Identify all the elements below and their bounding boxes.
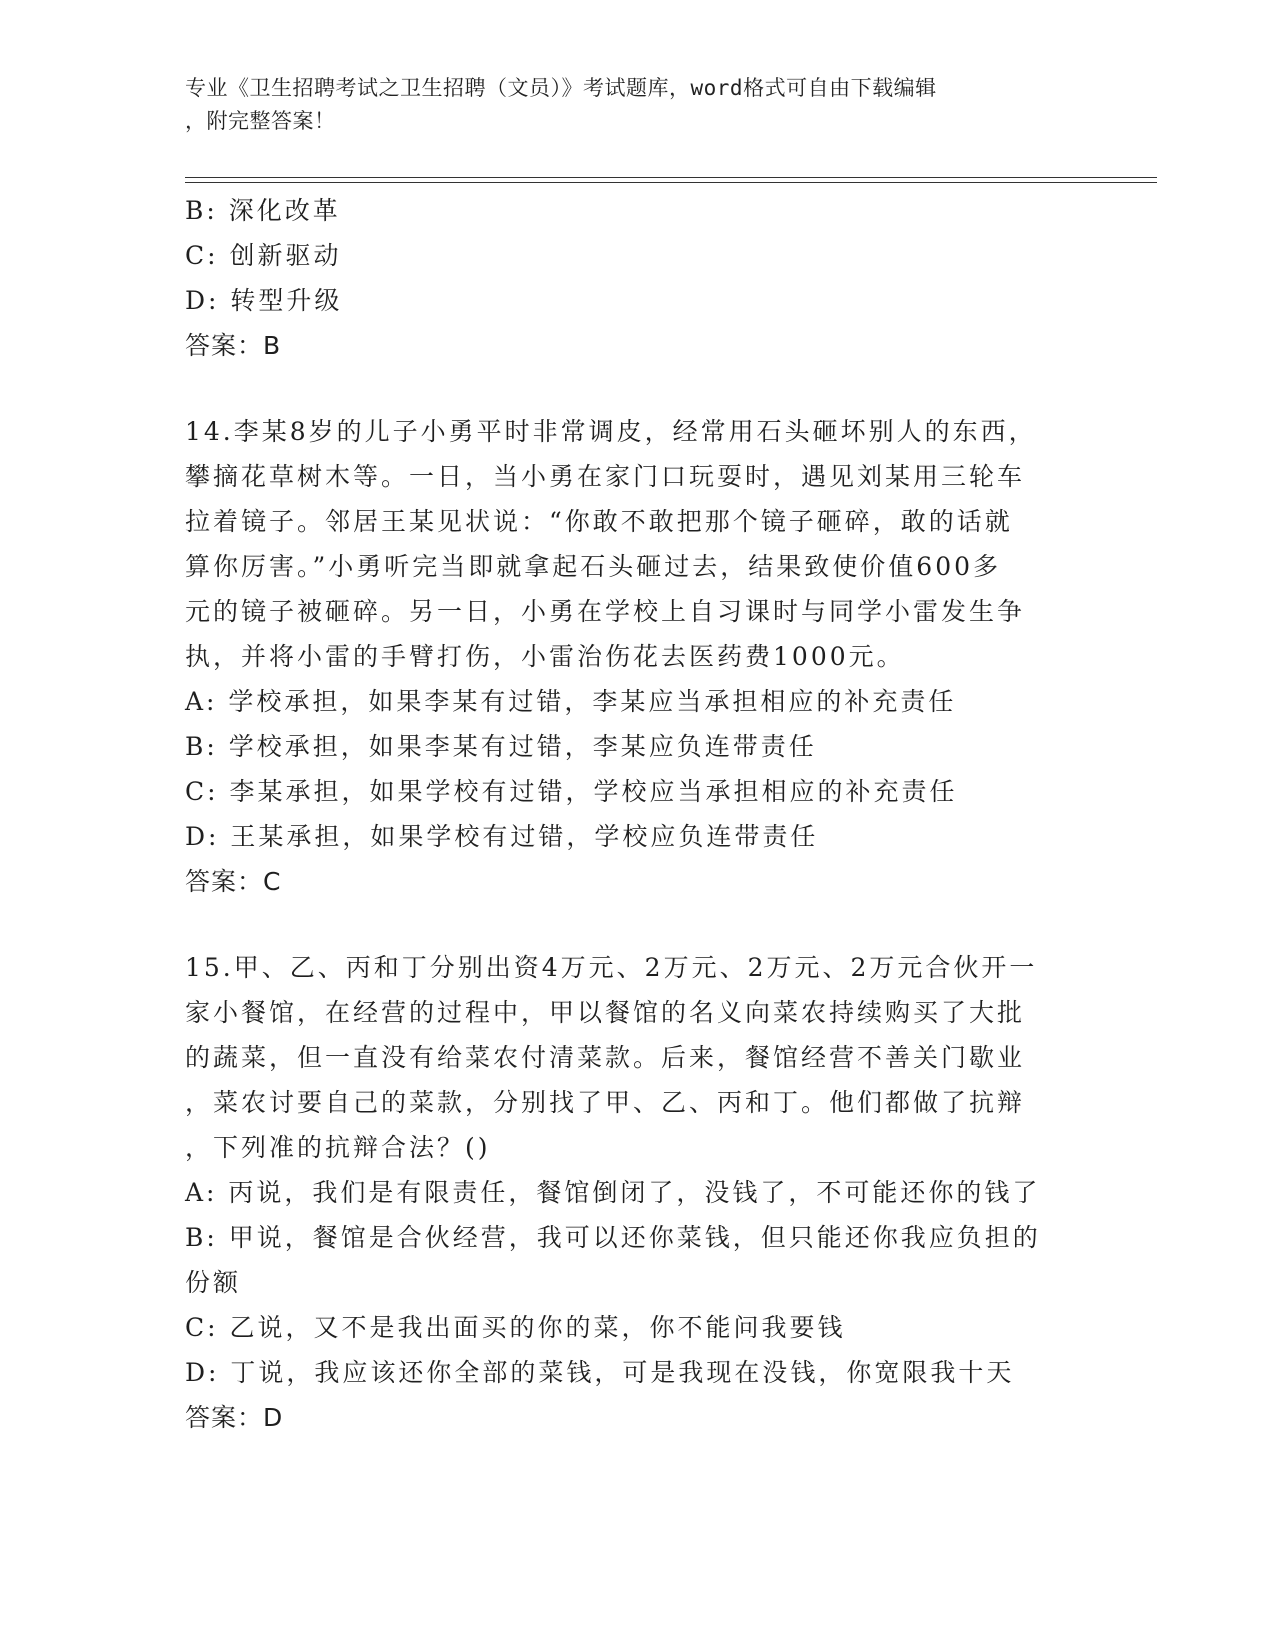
header-divider-top [185, 177, 1157, 178]
question-stem-line: 算你厉害。”小勇听完当即就拿起石头砸过去，结果致使价值600多 [185, 552, 1002, 581]
option-d: D: 转型升级 [185, 286, 343, 315]
question-stem-line: 家小餐馆，在经营的过程中，甲以餐馆的名义向菜农持续购买了大批 [185, 998, 1026, 1027]
question-stem-line: 元的镜子被砸碎。另一日，小勇在学校上自习课时与同学小雷发生争 [185, 597, 1026, 626]
question-stem-line: ，菜农讨要自己的菜款，分别找了甲、乙、丙和丁。他们都做了抗辩 [185, 1088, 1026, 1117]
option-d: D: 丁说，我应该还你全部的菜钱，可是我现在没钱，你宽限我十天 [185, 1358, 1015, 1387]
option-c: C: 李某承担，如果学校有过错，学校应当承担相应的补充责任 [185, 777, 958, 806]
question-stem-line: ，下列准的抗辩合法？() [185, 1133, 491, 1162]
question-13-tail [185, 188, 1085, 368]
answer-line: 答案：C [185, 867, 282, 896]
option-b: B: 深化改革 [185, 196, 341, 225]
header-divider-bottom [185, 182, 1157, 183]
header-line-2: ，附完整答案！ [185, 109, 336, 133]
spacer [185, 368, 1085, 409]
option-b: B: 甲说，餐馆是合伙经营，我可以还你菜钱，但只能还你我应负担的 [185, 1223, 1041, 1252]
option-c: C: 创新驱动 [185, 241, 342, 270]
document-body [185, 188, 1085, 1440]
page-header [185, 72, 1065, 138]
question-stem-line: 执，并将小雷的手臂打伤，小雷治伤花去医药费1000元。 [185, 642, 905, 671]
question-14 [185, 409, 1085, 904]
question-15 [185, 945, 1085, 1440]
option-a: A: 学校承担，如果李某有过错，李某应当承担相应的补充责任 [185, 687, 957, 716]
question-stem-line: 攀摘花草树木等。一日，当小勇在家门口玩耍时，遇见刘某用三轮车 [185, 462, 1026, 491]
question-stem-line: 的蔬菜，但一直没有给菜农付清菜款。后来，餐馆经营不善关门歇业 [185, 1043, 1026, 1072]
header-line-1: 专业《卫生招聘考试之卫生招聘（文员）》考试题库，word格式可自由下载编辑 [185, 76, 937, 100]
answer-line: 答案：B [185, 331, 282, 360]
option-d: D: 王某承担，如果学校有过错，学校应负连带责任 [185, 822, 819, 851]
answer-line: 答案：D [185, 1403, 284, 1432]
spacer [185, 904, 1085, 945]
question-stem-line: 拉着镜子。邻居王某见状说：“你敢不敢把那个镜子砸碎，敢的话就 [185, 507, 1013, 536]
question-stem-line: 14.李某8岁的儿子小勇平时非常调皮，经常用石头砸坏别人的东西， [185, 417, 1037, 446]
question-stem-line: 15.甲、乙、丙和丁分别出资4万元、2万元、2万元、2万元合伙开一 [185, 953, 1038, 982]
option-b: B: 学校承担，如果李某有过错，李某应负连带责任 [185, 732, 817, 761]
option-c: C: 乙说，又不是我出面买的你的菜，你不能问我要钱 [185, 1313, 846, 1342]
option-a: A: 丙说，我们是有限责任，餐馆倒闭了，没钱了，不可能还你的钱了 [185, 1178, 1041, 1207]
option-b-continuation: 份额 [185, 1268, 242, 1297]
